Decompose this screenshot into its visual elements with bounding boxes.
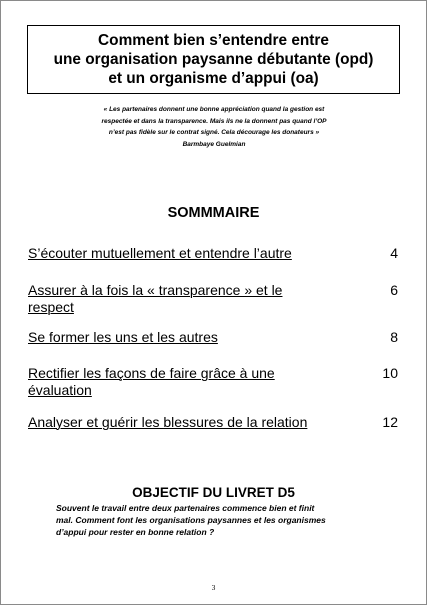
summary-heading: SOMMMAIRE: [167, 205, 260, 221]
toc-item-page: 6: [390, 282, 398, 298]
quote-line: respectée et dans la transparence. Mais ils ne la donnent pas quand l’OP: [101, 117, 327, 125]
objective-text: [56, 502, 376, 538]
toc-item-page: 8: [390, 329, 398, 345]
title-line: Comment bien s’entendre entre: [98, 32, 329, 49]
toc-item-title[interactable]: Se former les uns et les autres: [28, 329, 218, 345]
toc-item-page: 12: [382, 414, 398, 430]
toc-item[interactable]: [28, 365, 400, 399]
title-box: [27, 25, 400, 94]
toc-item-title[interactable]: Analyser et guérir les blessures de la relation: [28, 414, 308, 430]
objective-line: d’appui pour rester en bonne relation ?: [56, 527, 215, 537]
toc-item-title[interactable]: Assurer à la fois la « transparence » et le respect: [28, 282, 283, 315]
toc-item-page: 10: [382, 365, 398, 381]
objective-line: Souvent le travail entre deux partenaires commence bien et finit: [56, 503, 315, 513]
objective-line: mal. Comment font les organisations paysannes et les organismes: [56, 515, 326, 525]
page-number: 3: [211, 583, 216, 592]
toc-item[interactable]: [28, 329, 400, 346]
quote-author: Barmbaye Guelmian: [182, 140, 246, 148]
toc-item-title[interactable]: S’écouter mutuellement et entendre l’autre: [28, 245, 292, 261]
toc-item[interactable]: [28, 282, 400, 316]
quote-line: n’est pas fidèle sur le contrat signé. Cela décourage les donateurs »: [108, 129, 320, 136]
title-line: et un organisme d’appui (oa): [108, 70, 319, 87]
toc-item[interactable]: [28, 245, 400, 262]
title-line: une organisation paysanne débutante (opd): [53, 51, 374, 68]
toc-item[interactable]: [28, 414, 400, 431]
toc-item-page: 4: [390, 245, 398, 261]
objective-heading: OBJECTIF DU LIVRET D5: [132, 485, 295, 500]
quote-line: « Les partenaires donnent une bonne appréciation quand la gestion est: [103, 106, 325, 113]
toc-item-title[interactable]: Rectifier les façons de faire grâce à une évaluation: [28, 365, 275, 398]
epigraph-quote: [48, 104, 380, 150]
